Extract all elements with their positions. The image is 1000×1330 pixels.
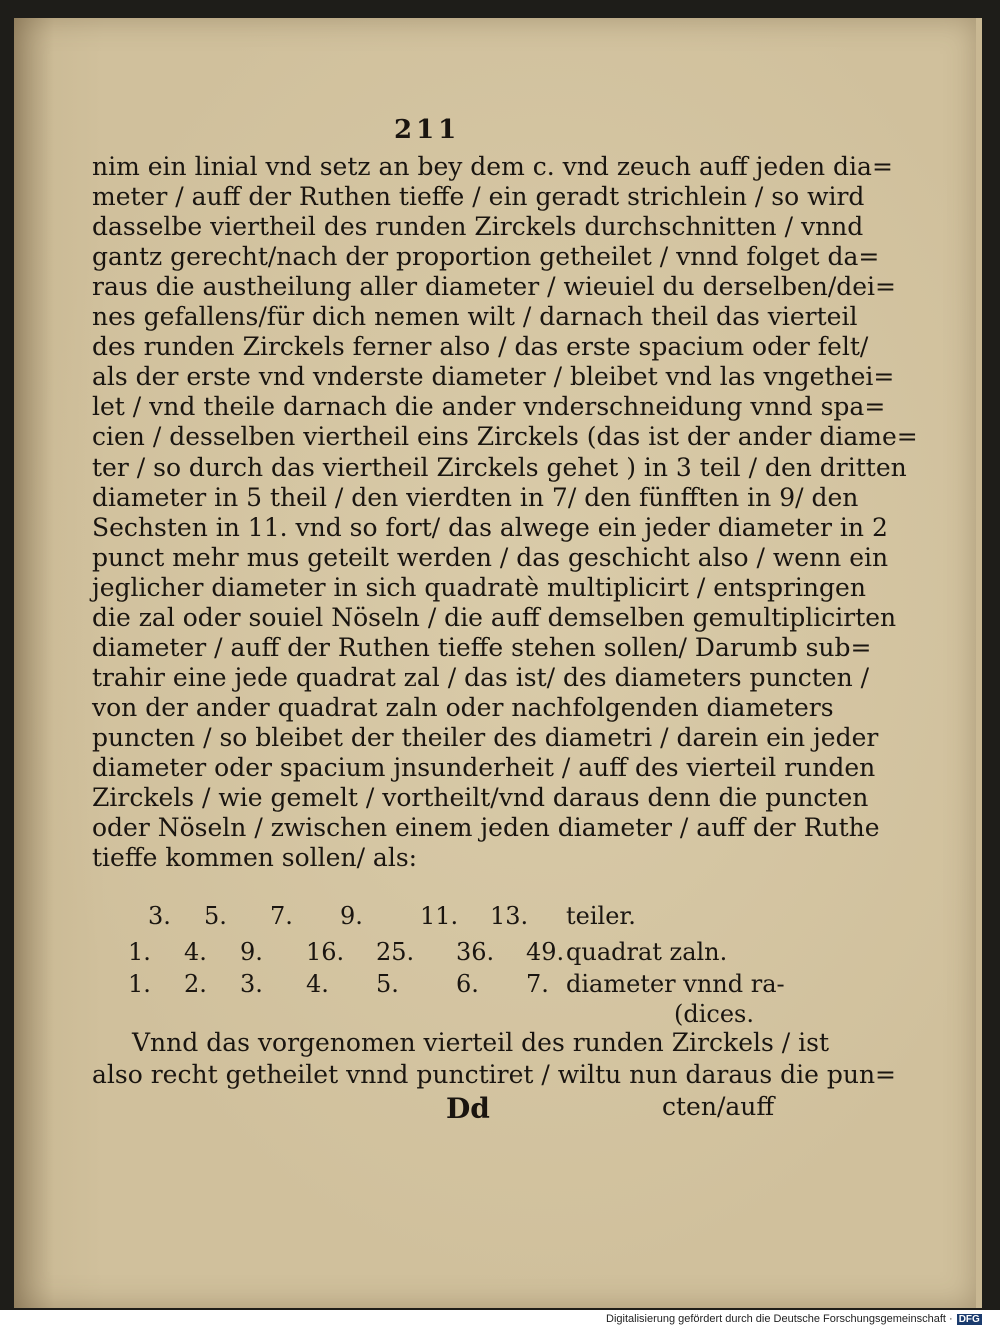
table-cell: 1. bbox=[128, 938, 151, 966]
text-line: oder Nöseln / zwischen einem jeden diameter / auff der Ruthe bbox=[92, 813, 880, 843]
text-line: von der ander quadrat zaln oder nachfolgenden diameters bbox=[92, 692, 834, 722]
table-cell: 7. bbox=[270, 902, 293, 930]
text-line: punct mehr mus geteilt werden / das geschicht also / wenn ein bbox=[92, 542, 889, 572]
table-cell: 1. bbox=[128, 970, 151, 998]
table-row bbox=[92, 902, 792, 932]
signature-mark: Dd bbox=[446, 1092, 490, 1125]
table-cell: 4. bbox=[184, 938, 207, 966]
table-cell: 2. bbox=[184, 970, 207, 998]
text-line: jeglicher diameter in sich quadratè multiplicirt / entspringen bbox=[92, 572, 866, 602]
text-line: Vnnd das vorgenomen vierteil des runden Zirckels / ist bbox=[132, 1028, 830, 1057]
table-cell: 13. bbox=[490, 902, 529, 930]
table-cell: 6. bbox=[456, 970, 479, 998]
table-cell: 9. bbox=[240, 938, 263, 966]
text-line: gantz gerecht/nach der proportion getheilet / vnnd folget da= bbox=[92, 242, 880, 272]
table-continuation: (dices. bbox=[674, 1000, 754, 1028]
table-cell: 36. bbox=[456, 938, 495, 966]
table-row bbox=[92, 970, 792, 1000]
table-cell: 11. bbox=[420, 902, 459, 930]
text-line: also recht getheilet vnnd punctiret / wiltu nun daraus die pun= bbox=[92, 1060, 896, 1089]
table-cell: 25. bbox=[376, 938, 415, 966]
table-row-label: teiler. bbox=[566, 902, 636, 930]
text-line: diameter oder spacium jnsunderheit / auff des vierteil runden bbox=[92, 753, 876, 782]
text-line: diameter in 5 theil / den vierdten in 7/ den fünfften in 9/ den bbox=[92, 482, 859, 512]
page-number: 211 bbox=[394, 115, 461, 145]
text-line: nim ein linial vnd setz an bey dem c. vnd zeuch auff jeden dia= bbox=[92, 152, 893, 181]
text-line: diameter / auff der Ruthen tieffe stehen sollen/ Darumb sub= bbox=[92, 632, 872, 662]
table-cell: 16. bbox=[306, 938, 345, 966]
text-line: tieffe kommen sollen/ als: bbox=[92, 843, 418, 873]
text-line: als der erste vnd vnderste diameter / bleibet vnd las vngethei= bbox=[92, 362, 895, 392]
text-line: nes gefallens/für dich nemen wilt / darnach theil das vierteil bbox=[92, 302, 858, 332]
table-row-label: diameter vnnd ra- bbox=[566, 970, 785, 998]
text-line: die zal oder souiel Nöseln / die auff demselben gemultiplicirten bbox=[92, 602, 897, 632]
text-line: let / vnd theile darnach die ander vnderschneidung vnnd spa= bbox=[92, 392, 886, 422]
text-line: meter / auff der Ruthen tieffe / ein geradt strichlein / so wird bbox=[92, 182, 865, 212]
text-line: trahir eine jede quadrat zal / das ist/ des diameters puncten / bbox=[92, 662, 870, 692]
digitization-footer bbox=[606, 1313, 982, 1325]
table-cell: 4. bbox=[306, 970, 329, 998]
table-cell: 3. bbox=[240, 970, 263, 998]
page-edge bbox=[976, 18, 982, 1308]
catchword: cten/auff bbox=[662, 1092, 775, 1121]
table-cell: 49. bbox=[526, 938, 565, 966]
table-row bbox=[92, 938, 792, 968]
text-line: cien / desselben viertheil eins Zirckels (das ist der ander diame= bbox=[92, 422, 918, 452]
footer-text: Digitalisierung gefördert durch die Deutsche Forschungsgemeinschaft · bbox=[606, 1313, 953, 1325]
text-line: Zirckels / wie gemelt / vortheilt/vnd daraus denn die puncten bbox=[92, 783, 869, 813]
text-line: raus die austheilung aller diameter / wieuiel du derselben/dei= bbox=[92, 272, 897, 302]
book-page bbox=[14, 18, 976, 1308]
text-line: des runden Zirckels ferner also / das erste spacium oder felt/ bbox=[92, 332, 869, 362]
table-cell: 3. bbox=[148, 902, 171, 930]
text-line: puncten / so bleibet der theiler des diametri / darein ein jeder bbox=[92, 722, 879, 752]
table-cell: 5. bbox=[376, 970, 399, 998]
dfg-logo: DFG bbox=[958, 1313, 980, 1325]
text-line: Sechsten in 11. vnd so fort/ das alwege ein jeder diameter in 2 bbox=[92, 512, 888, 542]
table-cell: 5. bbox=[204, 902, 227, 930]
text-line: dasselbe viertheil des runden Zirckels durchschnitten / vnnd bbox=[92, 212, 864, 242]
table-cell: 9. bbox=[340, 902, 363, 930]
text-line: ter / so durch das viertheil Zirckels gehet ) in 3 teil / den dritten bbox=[92, 452, 907, 482]
table-row-label: quadrat zaln. bbox=[566, 938, 728, 966]
table-cell: 7. bbox=[526, 970, 549, 998]
